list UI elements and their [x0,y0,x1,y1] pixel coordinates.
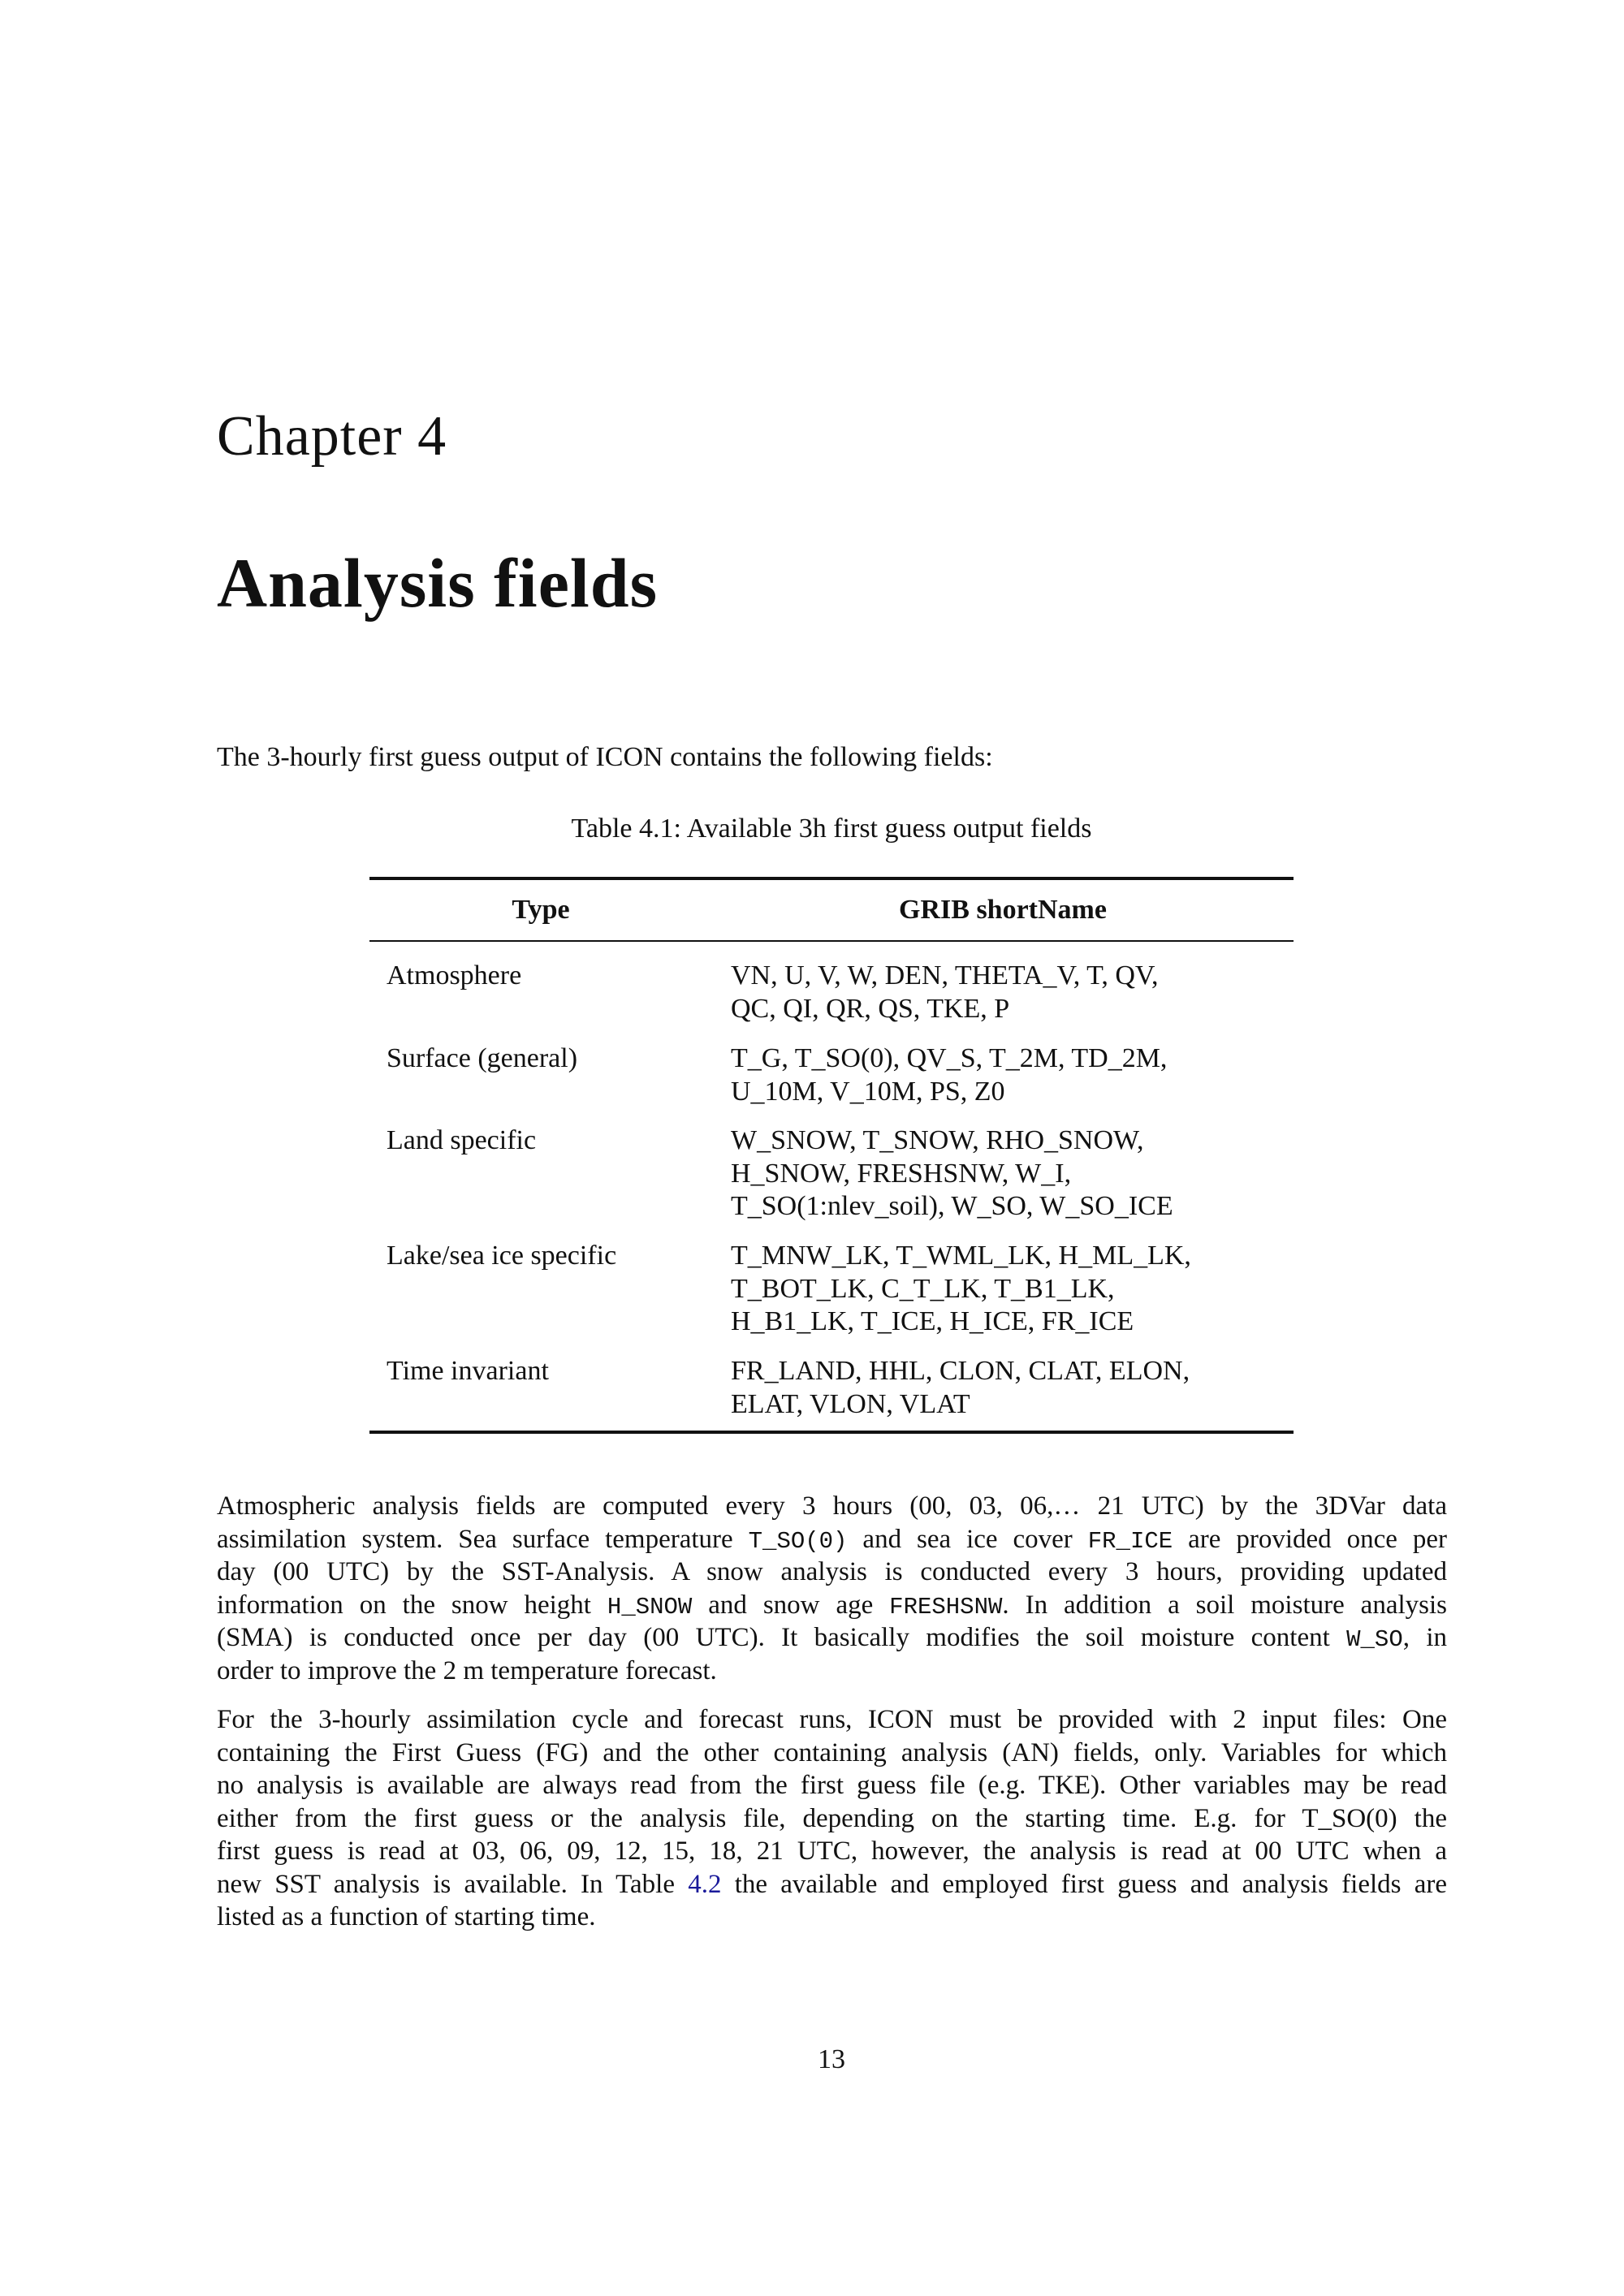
text-segment: the available and employed first guess and analysis fields are [721,1869,1448,1899]
shortname-line: FR_LAND, HHL, CLON, CLAT, ELON, [731,1356,1190,1386]
text-segment: For the 3-hourly assimilation cycle and forecast runs, ICON must be provided with 2 input files: One [217,1705,1447,1734]
page-number: 13 [818,2044,845,2074]
shortname-line: H_SNOW, FRESHSNW, W_I, [731,1158,1072,1189]
paragraph-line [217,1655,1447,1688]
shortname-line: T_G, T_SO(0), QV_S, T_2M, TD_2M, [731,1043,1168,1073]
text-segment: (SMA) is conducted once per day (00 UTC). It basically modifies the soil moisture content [217,1623,1347,1652]
paragraph-line [217,1523,1447,1556]
table-top-rule [369,877,1294,880]
table-row-type: Time invariant [387,1356,549,1386]
paragraph-line [217,1589,1447,1622]
table-row-type: Atmosphere [387,960,522,990]
text-segment: listed as a function of starting time. [217,1902,596,1931]
paragraph-line [217,1901,1447,1934]
text-segment: information on the snow height [217,1590,607,1620]
table-mid-rule [369,940,1294,942]
table-row-shortnames [731,1042,1167,1108]
table-header-type: Type [512,895,570,925]
shortname-line: W_SNOW, T_SNOW, RHO_SNOW, [731,1125,1144,1155]
paragraph-line [217,1737,1447,1770]
body-paragraph [217,1490,1447,1687]
shortname-line: U_10M, V_10M, PS, Z0 [731,1076,1005,1107]
shortname-line: ELAT, VLON, VLAT [731,1388,970,1419]
table-row-shortnames [731,1124,1173,1224]
text-segment: , in [1402,1623,1447,1652]
table-row-type: Surface (general) [387,1043,578,1073]
shortname-line: H_B1_LK, T_ICE, H_ICE, FR_ICE [731,1306,1134,1336]
paragraph-line [217,1802,1447,1836]
table-row-shortnames [731,1355,1190,1421]
table-header-shortname: GRIB shortName [899,895,1107,925]
variable-name: H_SNOW [607,1593,693,1621]
table-row-shortnames [731,960,1159,1025]
text-segment: either from the first guess or the analysis file, depending on the starting time. E.g. for T_SO(0) the [217,1803,1447,1833]
text-segment: containing the First Guess (FG) and the other containing analysis (AN) fields, only. Variables for which [217,1737,1447,1767]
paragraph-line [217,1490,1447,1523]
shortname-line: VN, U, V, W, DEN, THETA_V, T, QV, [731,960,1159,990]
paragraph-line [217,1868,1447,1901]
variable-name: W_SO [1346,1626,1403,1653]
paragraph-line [217,1835,1447,1868]
text-segment: and sea ice cover [847,1524,1088,1554]
chapter-label: Chapter 4 [217,405,447,468]
paragraph-line [217,1703,1447,1737]
body-paragraph [217,1703,1447,1934]
intro-text: The 3-hourly first guess output of ICON contains the following fields: [217,742,993,772]
chapter-title: Analysis fields [217,544,659,622]
shortname-line: QC, QI, QR, QS, TKE, P [731,993,1010,1024]
text-segment: order to improve the 2 m temperature forecast. [217,1655,717,1685]
text-segment: Atmospheric analysis fields are computed every 3 hours (00, 03, 06,… 21 UTC) by the 3DVar data [217,1491,1447,1521]
shortname-line: T_BOT_LK, C_T_LK, T_B1_LK, [731,1273,1115,1304]
text-segment: day (00 UTC) by the SST-Analysis. A snow analysis is conducted every 3 hours, providing updated [217,1557,1447,1586]
text-segment: no analysis is available are always read from the first guess file (e.g. TKE). Other variables may be read [217,1771,1447,1800]
text-segment: and snow age [692,1590,890,1620]
text-segment: assimilation system. Sea surface temperature [217,1524,749,1554]
shortname-line: T_SO(1:nlev_soil), W_SO, W_SO_ICE [731,1191,1173,1221]
table-caption: Table 4.1: Available 3h first guess output fields [571,814,1092,844]
text-segment: are provided once per [1173,1524,1447,1554]
table-row-shortnames [731,1240,1191,1339]
paragraph-line [217,1556,1447,1589]
table-bottom-rule [369,1431,1294,1434]
variable-name: FR_ICE [1087,1527,1173,1555]
table-reference-link[interactable]: 4.2 [688,1869,722,1899]
text-segment: first guess is read at 03, 06, 09, 12, 15, 18, 21 UTC, however, the analysis is read at 00 UTC when a [217,1836,1447,1866]
table-row-type: Lake/sea ice specific [387,1241,617,1271]
paragraph-line [217,1621,1447,1655]
variable-name: T_SO(0) [748,1527,848,1555]
variable-name: FRESHSNW [889,1593,1003,1621]
text-segment: . In addition a soil moisture analysis [1002,1590,1447,1620]
text-segment: new SST analysis is available. In Table [217,1869,689,1899]
paragraph-line [217,1769,1447,1802]
table-row-type: Land specific [387,1125,537,1155]
shortname-line: T_MNW_LK, T_WML_LK, H_ML_LK, [731,1241,1191,1271]
